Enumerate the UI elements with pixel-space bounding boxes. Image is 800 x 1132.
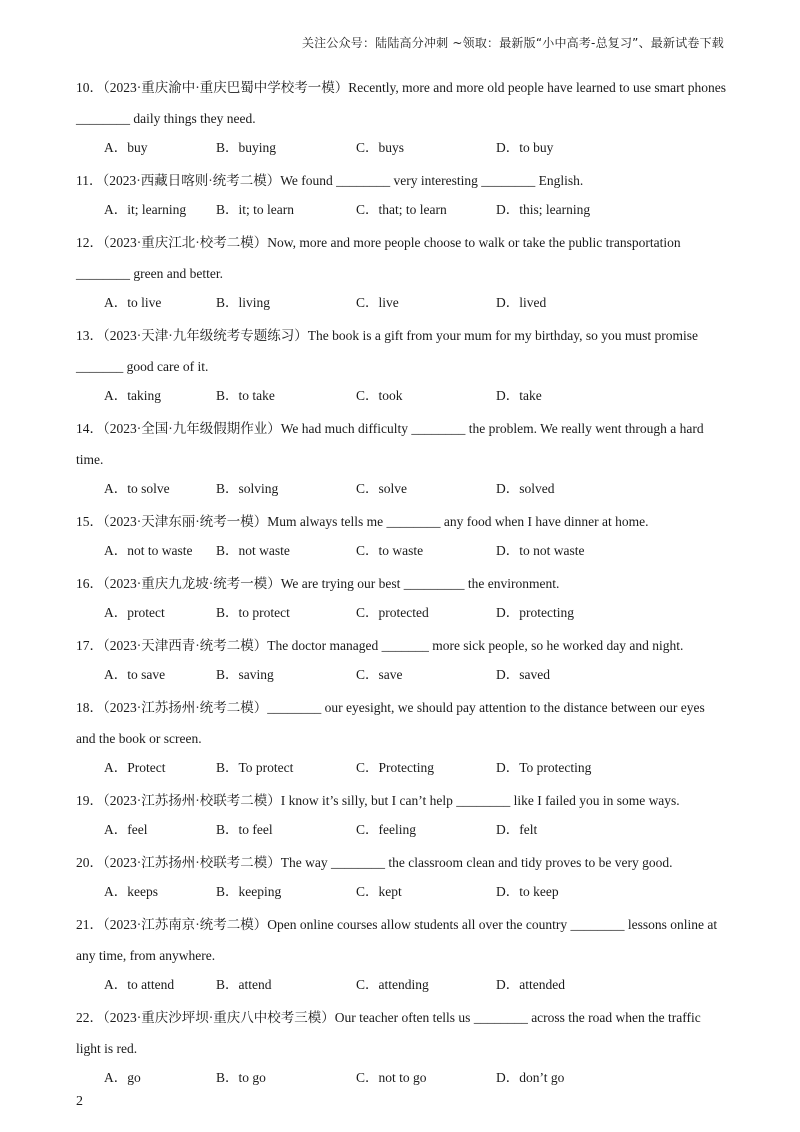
answer-option: D．don’t go [496, 1070, 565, 1085]
answer-options [76, 971, 726, 1001]
answer-option: C．attending [356, 977, 429, 992]
answer-option: D．protecting [496, 605, 574, 620]
answer-option: D．felt [496, 822, 538, 837]
answer-option: C．feeling [356, 822, 416, 837]
page-header: 关注公众号：陆陆高分冲刺 ~领取：最新版“小中高考-总复习”、最新试卷下载 [301, 36, 724, 50]
answer-option: B．not waste [216, 543, 290, 558]
question-stem: 12．（2023·重庆江北·校考二模）Now, more and more people choose to walk or take the public transportation ________ green and better. [76, 235, 681, 281]
answer-option: C．not to go [356, 1070, 427, 1085]
answer-options [76, 599, 726, 629]
answer-options [76, 382, 726, 412]
answer-option: C．took [356, 388, 403, 403]
question-item [76, 1002, 726, 1094]
question-item [76, 227, 726, 319]
question-stem: 18．（2023·江苏扬州·统考二模）________ our eyesight, we should pay attention to the distance between our eyes and the book or screen. [76, 700, 705, 746]
question-stem: 17．（2023·天津西青·统考二模）The doctor managed _______ more sick people, so he worked day and night. [76, 638, 684, 653]
answer-option: C．solve [356, 481, 408, 496]
answer-option: C．live [356, 295, 399, 310]
question-list [76, 72, 726, 1095]
answer-option: B．living [216, 295, 271, 310]
answer-option: C．save [356, 667, 403, 682]
question-item [76, 72, 726, 164]
answer-option: D．this; learning [496, 202, 591, 217]
question-stem: 15．（2023·天津东丽·统考一模）Mum always tells me ________ any food when I have dinner at home. [76, 514, 649, 529]
question-item [76, 320, 726, 412]
question-item [76, 413, 726, 505]
answer-option: C．kept [356, 884, 402, 899]
answer-options [76, 1064, 726, 1094]
question-item [76, 785, 726, 846]
answer-option: B．to go [216, 1070, 266, 1085]
page-number: 2 [76, 1094, 83, 1109]
question-stem: 22．（2023·重庆沙坪坝·重庆八中校考三模）Our teacher often tells us ________ across the road when the traffic light is red. [76, 1010, 701, 1056]
answer-option: D．to keep [496, 884, 559, 899]
question-stem: 20．（2023·江苏扬州·校联考二模）The way ________ the classroom clean and tidy proves to be very good. [76, 855, 673, 870]
answer-option: D．take [496, 388, 542, 403]
answer-option: B．keeping [216, 884, 282, 899]
answer-option: D．To protecting [496, 760, 592, 775]
question-stem: 21．（2023·江苏南京·统考二模）Open online courses allow students all over the country ________ lessons online at any time, from anywhere. [76, 917, 718, 963]
question-item [76, 165, 726, 226]
answer-options [76, 537, 726, 567]
answer-option: D．lived [496, 295, 547, 310]
answer-option: D．solved [496, 481, 555, 496]
question-stem: 14．（2023·全国·九年级假期作业）We had much difficulty ________ the problem. We really went through a hard time. [76, 421, 704, 467]
answer-option: B．attend [216, 977, 272, 992]
answer-option: B．buying [216, 140, 277, 155]
answer-options [76, 754, 726, 784]
answer-option: A．taking [104, 388, 161, 403]
answer-option: A．go [104, 1070, 141, 1085]
answer-option: C．to waste [356, 543, 424, 558]
answer-option: B．to feel [216, 822, 273, 837]
question-stem: 13．（2023·天津·九年级统考专题练习）The book is a gift from your mum for my birthday, so you must promise _______ good care of it. [76, 328, 698, 374]
answer-options [76, 816, 726, 846]
answer-option: B．solving [216, 481, 279, 496]
answer-option: D．attended [496, 977, 565, 992]
question-item [76, 909, 726, 1001]
answer-option: A．not to waste [104, 543, 193, 558]
question-stem: 19．（2023·江苏扬州·校联考二模）I know it’s silly, but I can’t help ________ like I failed you in some ways. [76, 793, 680, 808]
answer-option: B．To protect [216, 760, 294, 775]
answer-options [76, 475, 726, 505]
answer-option: A．to live [104, 295, 162, 310]
answer-options [76, 134, 726, 164]
answer-option: D．saved [496, 667, 550, 682]
answer-option: A．feel [104, 822, 148, 837]
answer-option: A．buy [104, 140, 148, 155]
answer-option: A．to solve [104, 481, 170, 496]
question-item [76, 692, 726, 784]
question-item [76, 568, 726, 629]
answer-options [76, 661, 726, 691]
answer-option: A．to save [104, 667, 166, 682]
answer-option: C．buys [356, 140, 405, 155]
answer-option: C．Protecting [356, 760, 434, 775]
question-item [76, 630, 726, 691]
answer-options [76, 289, 726, 319]
answer-option: C．that; to learn [356, 202, 447, 217]
answer-option: A．Protect [104, 760, 166, 775]
answer-option: B．saving [216, 667, 274, 682]
question-stem: 10．（2023·重庆渝中·重庆巴蜀中学校考一模）Recently, more and more old people have learned to use smart phones ________ daily things they need. [76, 80, 726, 126]
answer-options [76, 878, 726, 908]
answer-option: B．to take [216, 388, 275, 403]
answer-option: B．it; to learn [216, 202, 294, 217]
answer-option: D．to buy [496, 140, 554, 155]
answer-option: A．to attend [104, 977, 175, 992]
answer-options [76, 196, 726, 226]
answer-option: A．protect [104, 605, 165, 620]
answer-option: A．it; learning [104, 202, 187, 217]
answer-option: C．protected [356, 605, 429, 620]
question-stem: 16．（2023·重庆九龙坡·统考一模）We are trying our best _________ the environment. [76, 576, 560, 591]
question-item [76, 847, 726, 908]
answer-option: B．to protect [216, 605, 290, 620]
answer-option: A．keeps [104, 884, 158, 899]
question-item [76, 506, 726, 567]
question-stem: 11．（2023·西藏日喀则·统考二模）We found ________ very interesting ________ English. [76, 173, 584, 188]
answer-option: D．to not waste [496, 543, 585, 558]
